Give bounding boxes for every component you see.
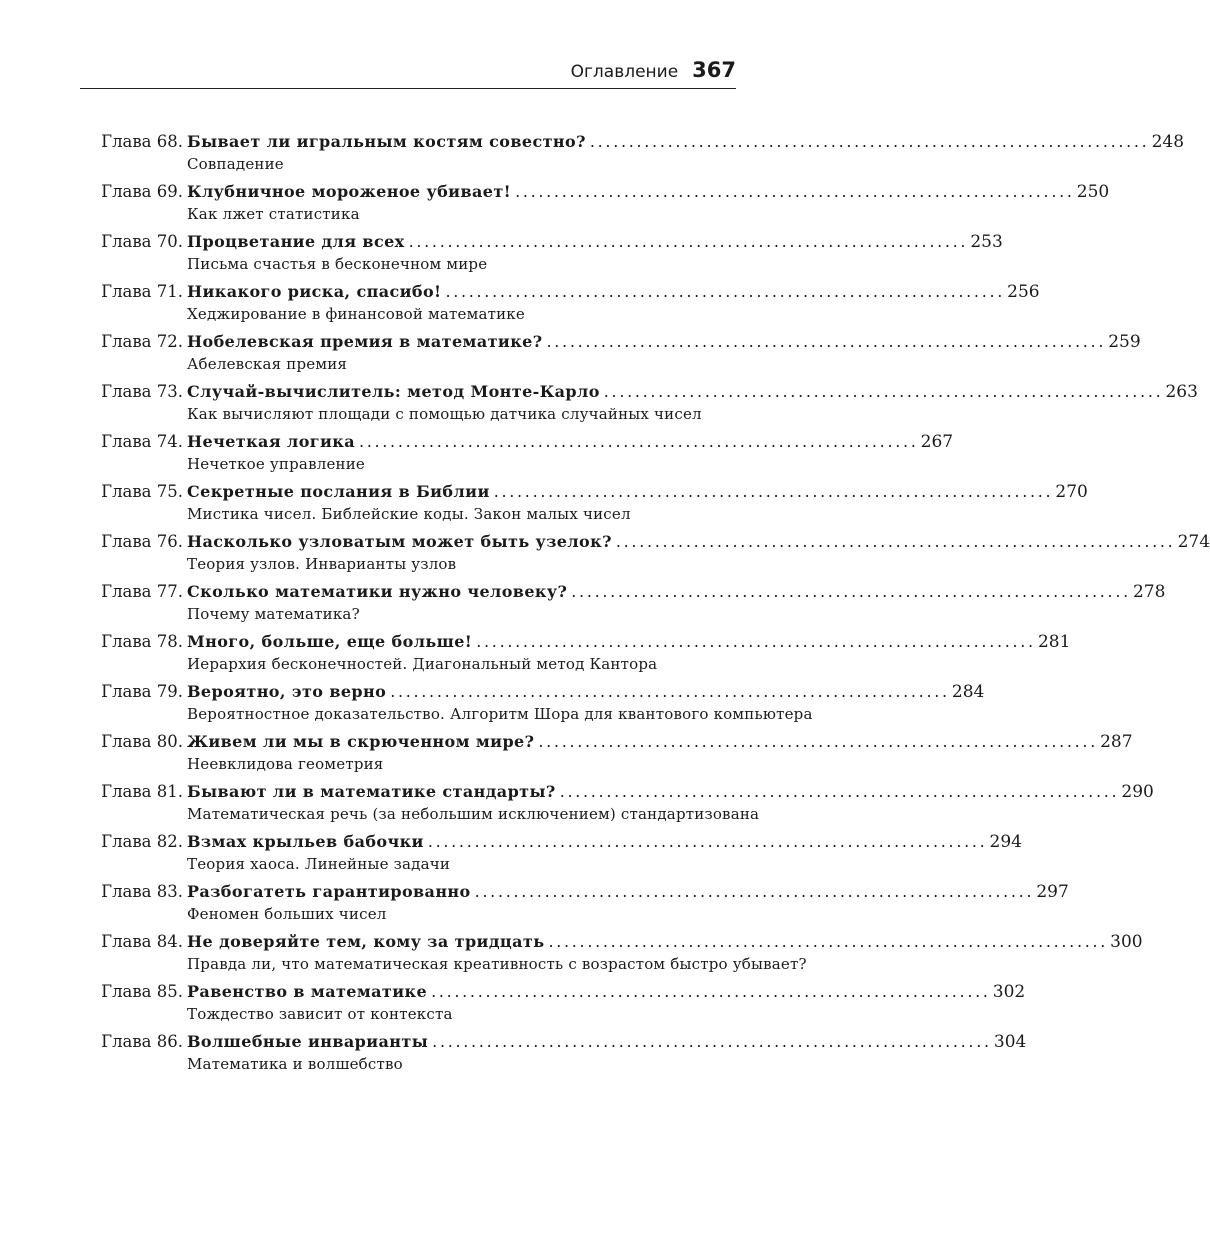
chapter-label: Глава 84.: [101, 932, 183, 951]
chapter-title: Клубничное мороженое убивает!: [187, 182, 512, 201]
chapter-label: Глава 71.: [101, 282, 183, 301]
chapter-page-number: 253: [970, 232, 1003, 252]
chapter-page-number: 267: [920, 432, 954, 452]
chapter-label: Глава 70.: [101, 232, 183, 251]
dot-leader: [494, 480, 1050, 504]
chapter-title-row: [187, 480, 1088, 504]
dot-leader: [431, 980, 987, 1004]
chapter-title: Бывают ли в математике стандарты?: [187, 782, 556, 801]
chapter-title: Равенство в математике: [187, 982, 428, 1001]
chapter-body: [183, 180, 1109, 225]
chapter-body: [183, 130, 1184, 175]
chapter-subtitle: Неевклидова геометрия: [187, 755, 384, 773]
chapter-title-row: [187, 180, 1109, 204]
chapter-subtitle: Вероятностное доказательство. Алгоритм Шора для квантового компьютера: [187, 705, 813, 723]
chapter-title-row: [187, 280, 1040, 304]
chapter-title-row: [187, 630, 1070, 654]
chapter-label: Глава 79.: [101, 682, 183, 701]
toc-entry: [80, 830, 1022, 875]
toc-entry: [80, 130, 1185, 175]
chapter-title-row: [187, 780, 1154, 804]
toc-entry: [80, 930, 1143, 975]
chapter-label: Глава 78.: [101, 632, 183, 651]
chapter-body: [183, 530, 1210, 575]
chapter-title-row: [187, 830, 1022, 854]
toc-entry: [80, 880, 1069, 925]
toc-entry: [80, 480, 1088, 525]
chapter-body: [183, 930, 1143, 975]
dot-leader: [538, 730, 1094, 754]
chapter-page-number: 281: [1037, 632, 1071, 652]
chapter-body: [183, 630, 1070, 675]
chapter-body: [183, 780, 1154, 825]
dot-leader: [390, 680, 946, 704]
chapter-title: Насколько узловатым может быть узелок?: [187, 532, 612, 551]
chapter-page-number: 304: [993, 1032, 1027, 1052]
chapter-body: [183, 330, 1141, 375]
table-of-contents: [80, 130, 1210, 1080]
chapter-page-number: 270: [1055, 482, 1088, 502]
toc-entry: [80, 530, 1210, 575]
chapter-title-row: [187, 880, 1069, 904]
chapter-title: Нечеткая логика: [187, 432, 355, 451]
chapter-subtitle: Правда ли, что математическая креативность с возрастом быстро убывает?: [187, 955, 807, 973]
chapter-body: [183, 230, 1003, 275]
toc-entry: [80, 230, 1003, 275]
dot-leader: [547, 330, 1103, 354]
chapter-subtitle: Феномен больших чисел: [187, 905, 387, 923]
chapter-title: Никакого риска, спасибо!: [187, 282, 442, 301]
toc-entry: [80, 780, 1154, 825]
chapter-title: Случай-вычислитель: метод Монте-Карло: [187, 382, 600, 401]
chapter-title-row: [187, 730, 1133, 754]
chapter-page-number: 300: [1110, 932, 1143, 952]
chapter-subtitle: Теория узлов. Инварианты узлов: [187, 555, 457, 573]
chapter-page-number: 284: [951, 682, 985, 702]
chapter-body: [183, 430, 953, 475]
chapter-subtitle: Математическая речь (за небольшим исключением) стандартизована: [187, 805, 760, 823]
chapter-page-number: 297: [1036, 882, 1069, 902]
chapter-body: [183, 280, 1040, 325]
dot-leader: [359, 430, 915, 454]
chapter-subtitle: Теория хаоса. Линейные задачи: [187, 855, 451, 873]
chapter-label: Глава 69.: [101, 182, 183, 201]
dot-leader: [515, 180, 1071, 204]
toc-entry: [80, 630, 1071, 675]
chapter-title: Нобелевская премия в математике?: [187, 332, 543, 351]
toc-entry: [80, 330, 1141, 375]
chapter-title: Живем ли мы в скрюченном мире?: [187, 732, 535, 751]
chapter-page-number: 278: [1132, 582, 1166, 602]
chapter-body: [183, 980, 1025, 1025]
chapter-label: Глава 81.: [101, 782, 183, 801]
chapter-title: Процветание для всех: [187, 232, 405, 251]
chapter-subtitle: Математика и волшебство: [187, 1055, 403, 1073]
toc-entry: [80, 580, 1166, 625]
chapter-subtitle: Письма счастья в бесконечном мире: [187, 255, 488, 273]
chapter-title: Вероятно, это верно: [187, 682, 387, 701]
chapter-title-row: [187, 530, 1210, 554]
chapter-title: Сколько математики нужно человеку?: [187, 582, 568, 601]
toc-entry: [80, 380, 1198, 425]
chapter-title: Волшебные инварианты: [187, 1032, 429, 1051]
chapter-body: [183, 830, 1022, 875]
chapter-label: Глава 73.: [101, 382, 183, 401]
chapter-page-number: 250: [1076, 182, 1110, 202]
chapter-subtitle: Тождество зависит от контекста: [187, 1005, 453, 1023]
toc-entry: [80, 180, 1110, 225]
running-head: [80, 58, 736, 89]
chapter-page-number: 274: [1177, 532, 1210, 552]
chapter-label: Глава 75.: [101, 482, 183, 501]
chapter-label: Глава 83.: [101, 882, 183, 901]
chapter-title-row: [187, 380, 1198, 404]
chapter-label: Глава 82.: [101, 832, 183, 851]
chapter-label: Глава 68.: [101, 132, 183, 151]
chapter-page-number: 248: [1151, 132, 1185, 152]
toc-entry: [80, 980, 1026, 1025]
chapter-body: [183, 1030, 1026, 1075]
chapter-label: Глава 85.: [101, 982, 183, 1001]
running-head-title: Оглавление: [570, 62, 679, 82]
chapter-title: Разбогатеть гарантированно: [187, 882, 471, 901]
toc-entry: [80, 430, 954, 475]
chapter-subtitle: Нечеткое управление: [187, 455, 365, 473]
dot-leader: [548, 930, 1104, 954]
chapter-body: [183, 880, 1069, 925]
chapter-title: Взмах крыльев бабочки: [187, 832, 424, 851]
chapter-title-row: [187, 580, 1165, 604]
chapter-body: [183, 580, 1165, 625]
dot-leader: [604, 380, 1160, 404]
chapter-label: Глава 72.: [101, 332, 183, 351]
toc-entry: [80, 730, 1133, 775]
dot-leader: [616, 530, 1172, 554]
chapter-title-row: [187, 330, 1141, 354]
dot-leader: [409, 230, 965, 254]
dot-leader: [571, 580, 1127, 604]
chapter-title: Не доверяйте тем, кому за тридцать: [187, 932, 545, 951]
chapter-subtitle: Иерархия бесконечностей. Диагональный метод Кантора: [187, 655, 658, 673]
toc-entry: [80, 680, 985, 725]
dot-leader: [475, 880, 1031, 904]
chapter-title-row: [187, 980, 1025, 1004]
chapter-label: Глава 74.: [101, 432, 183, 451]
chapter-label: Глава 86.: [101, 1032, 183, 1051]
chapter-page-number: 256: [1007, 282, 1040, 302]
dot-leader: [590, 130, 1146, 154]
dot-leader: [432, 1030, 988, 1054]
chapter-label: Глава 76.: [101, 532, 183, 551]
chapter-title-row: [187, 130, 1184, 154]
chapter-title-row: [187, 680, 984, 704]
chapter-label: Глава 80.: [101, 732, 183, 751]
chapter-title: Много, больше, еще больше!: [187, 632, 473, 651]
chapter-title-row: [187, 430, 953, 454]
chapter-subtitle: Почему математика?: [187, 605, 360, 623]
chapter-page-number: 290: [1121, 782, 1154, 802]
chapter-subtitle: Как лжет статистика: [187, 205, 360, 223]
chapter-body: [183, 730, 1133, 775]
chapter-page-number: 294: [989, 832, 1022, 852]
chapter-body: [183, 680, 984, 725]
chapter-subtitle: Как вычисляют площади с помощью датчика случайных чисел: [187, 405, 702, 423]
chapter-body: [183, 380, 1198, 425]
chapter-subtitle: Мистика чисел. Библейские коды. Закон малых чисел: [187, 505, 631, 523]
chapter-page-number: 302: [992, 982, 1026, 1002]
chapter-title: Секретные послания в Библии: [187, 482, 490, 501]
chapter-title-row: [187, 930, 1143, 954]
chapter-page-number: 259: [1108, 332, 1141, 352]
chapter-title-row: [187, 230, 1003, 254]
running-head-page-number: 367: [692, 58, 736, 82]
chapter-label: Глава 77.: [101, 582, 183, 601]
chapter-page-number: 287: [1100, 732, 1133, 752]
chapter-body: [183, 480, 1088, 525]
chapter-subtitle: Совпадение: [187, 155, 284, 173]
chapter-subtitle: Абелевская премия: [187, 355, 348, 373]
dot-leader: [560, 780, 1116, 804]
chapter-title-row: [187, 1030, 1026, 1054]
toc-entry: [80, 1030, 1027, 1075]
dot-leader: [445, 280, 1001, 304]
dot-leader: [428, 830, 984, 854]
chapter-subtitle: Хеджирование в финансовой математике: [187, 305, 525, 323]
dot-leader: [476, 630, 1032, 654]
chapter-page-number: 263: [1165, 382, 1198, 402]
chapter-title: Бывает ли игральным костям совестно?: [187, 132, 586, 151]
toc-entry: [80, 280, 1040, 325]
